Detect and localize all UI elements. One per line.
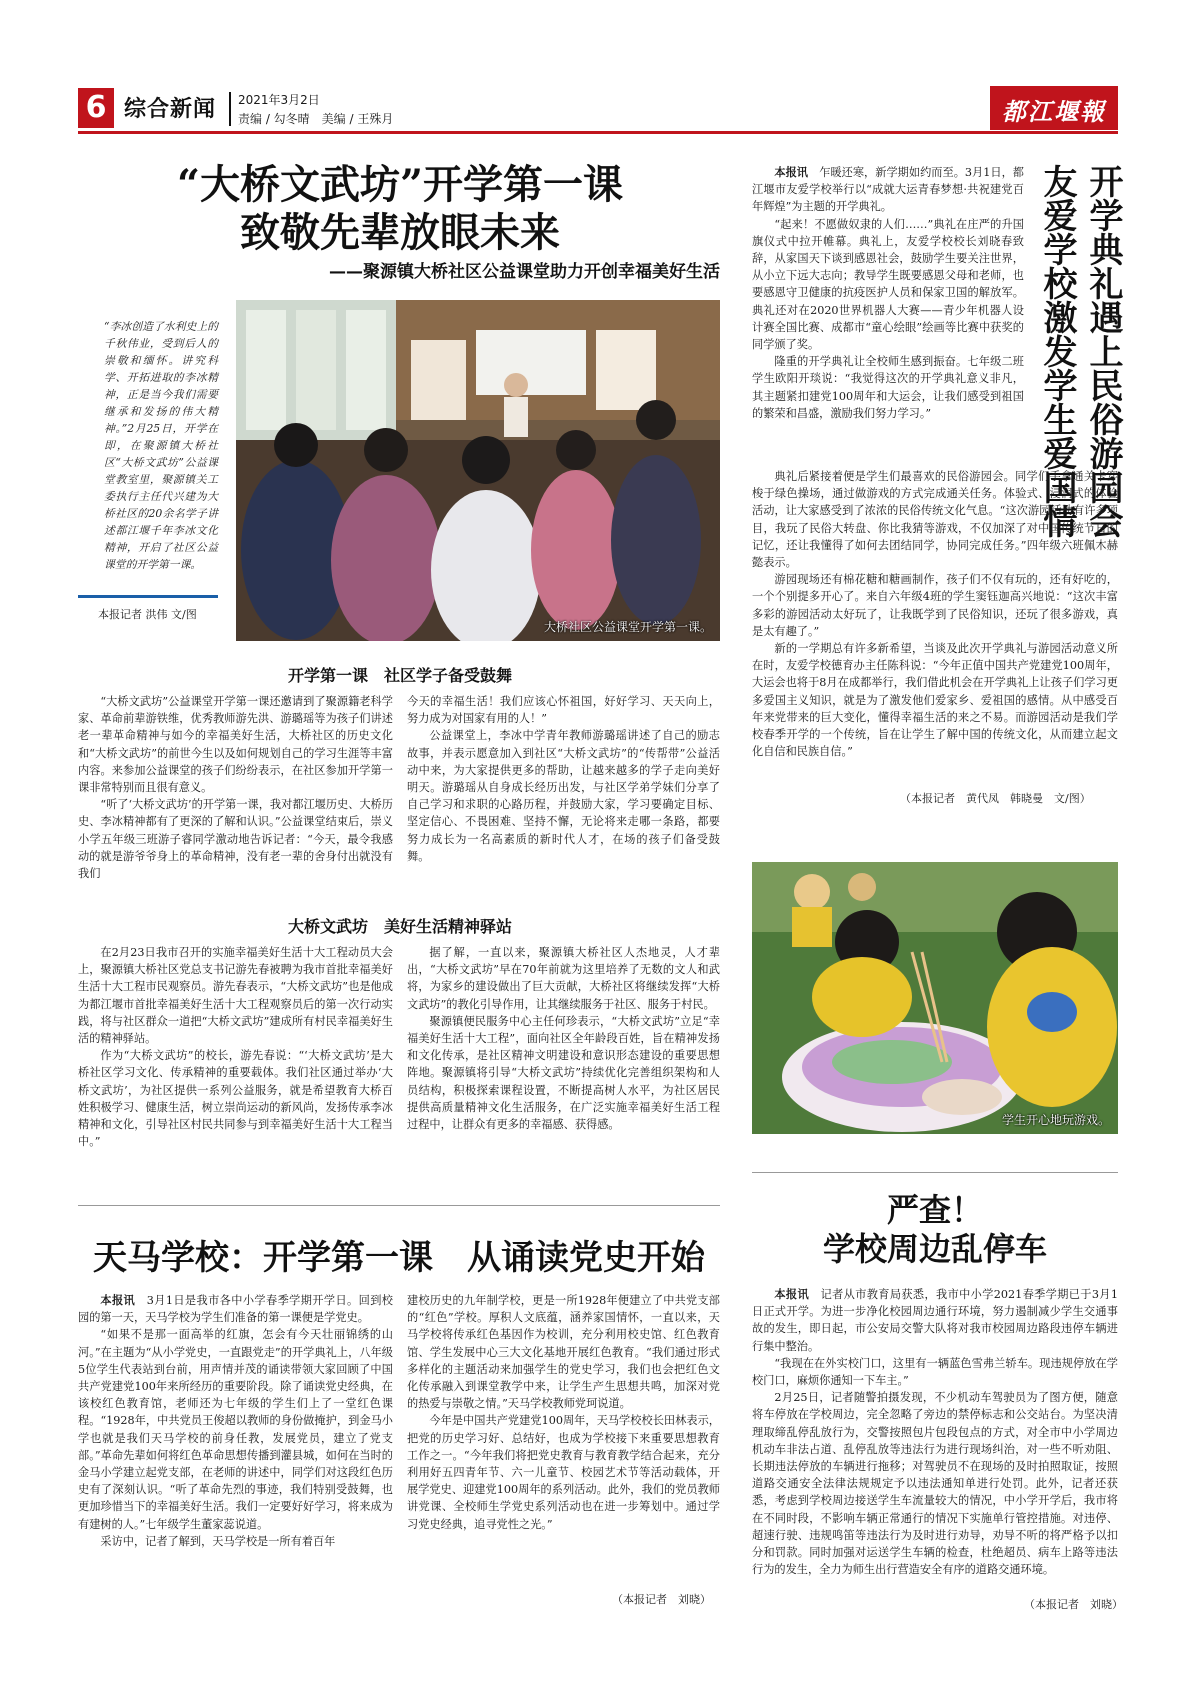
lead-text: 乍暖还寒，新学期如约而至。3月1日，都江堰市友爱学校举行以“成就大运青春梦想·共祝建党百年辉煌”为主题的开学典礼。 [752,166,1024,214]
paragraph [752,164,1024,216]
playground-photo-art [752,862,1118,1134]
paragraph: “我现在在外实校门口，这里有一辆蓝色雪弗兰轿车。现违规停放在学校门口，麻烦你通知一下车主。” [752,1356,1118,1388]
paragraph: 游园现场还有棉花糖和糖画制作，孩子们不仅有玩的，还有好吃的，一个个别提多开心了。来自六年级4班的学生窦钰迦高兴地说：“这次丰富多彩的游园活动太好玩了，让我既学到了民俗知识，还玩了很多游戏，真是太有趣了。” [752,573,1118,638]
paragraph: “起来！不愿做奴隶的人们……”典礼在庄严的升国旗仪式中拉开帷幕。典礼上，友爱学校校长刘晓春致辞，从家国天下谈到感恩社会，鼓励学生要关注世界，从小立下远大志向；教导学生既要感恩父母和老师，也要感恩守卫健康的抗疫医护人员和保家卫国的解放军。典礼还对在2020世界机器人大赛——青少年机器人设计赛全国比赛、成都市“童心绘眼”绘画等比赛中获奖的同学颁了奖。 [752,217,1024,352]
story1-section2-col2 [407,944,720,1133]
story1-section2-heading: 大桥文武坊 美好生活精神驿站 [287,917,512,936]
section-name: 综合新闻 [124,97,217,122]
paragraph: 据了解，一直以来，聚源镇大桥社区人杰地灵，人才辈出，“大桥文武坊”早在70年前就为这里培养了无数的文人和武将，为家乡的建设做出了巨大贡献，大桥社区将继续发挥“大桥文武坊”的教化引导作用，让其继续服务于社区、服务于村民。 [407,946,720,1011]
playground-photo [752,862,1118,1134]
paragraph: 采访中，记者了解到，天马学校是一所有着百年 [100,1534,336,1548]
story2-reporter: （本报记者 黄代凤 韩晓曼 文/图） [900,792,1091,805]
page-number-badge [78,88,114,128]
classroom-photo-caption: 大桥社区公益课堂开学第一课。 [543,620,712,634]
page-number: 6 [85,90,107,125]
classroom-photo [236,300,720,641]
story1-sidebar-text: “李冰创造了水利史上的千秋伟业，受到后人的崇敬和缅怀。讲究科学、开拓进取的李冰精神，正是当今我们需要继承和发扬的伟大精神。”2月25日，开学在即，在聚源镇大桥社区“大桥文武坊”公益课堂教室里，聚源镇关工委执行主任代兴建为大桥社区的20余名学子讲述都江堰千年李冰文化精神，开启了社区公益课堂的开学第一课。 [104,320,218,571]
playground-photo-caption: 学生开心地玩游戏。 [1001,1113,1110,1127]
sidebar-rule [78,595,218,598]
paragraph: 典礼后紧接着便是学生们最喜欢的民俗游园会。同学们手拿通关卡穿梭于绿色操场，通过做游戏的方式完成通关任务。体验式、浸润式的体验活动，让大家感受到了浓浓的民俗传统文化气息。“这次游园活动有许多项目，我玩了民俗大转盘、你比我猜等游戏，不仅加深了对中国传统节日的记忆，还让我懂得了如何去团结同学，协同完成任务。”四年级六班佩木赫懿表示。 [752,470,1118,570]
story-divider-left [78,1205,720,1206]
paragraph: 在2月23日我市召开的实施幸福美好生活十大工程动员大会上，聚源镇大桥社区党总支书记游先春被聘为我市首批幸福美好生活十大工程市民观察员。游先春表示，“大桥文武坊”也是他成为都江堰市首批幸福美好生活十大工程观察员后的第一次行动实践，将与社区群众一道把“大桥文武坊”建成所有村民幸福美好生活的精神驿站。 [78,946,393,1046]
story1-headline-line2: 致敬先辈放眼未来 [240,209,560,256]
story4-reporter: （本报记者 刘晓） [1024,1598,1123,1611]
paragraph [752,1286,1118,1355]
lead-label: 本报讯 [774,1287,810,1301]
lead-label: 本报讯 [774,165,809,179]
lead-text: 3月1日是我市各中小学春季学期开学日。回到校园的第一天，天马学校为学生们准备的第一课便是学党史。 [78,1294,393,1325]
lead-label: 本报讯 [100,1293,136,1307]
paragraph: 今年是中国共产党建党100周年，天马学校校长田林表示，把党的历史学习好、总结好，也成为学校接下来重要思想教育工作之一。“今年我们将把党史教育与教育教学结合起来，充分利用好五四青年节、六一儿童节、校园艺术节等活动载体，开展学党史、迎建党100周年的系列活动。此外，我们的党员教师讲党课、全校师生学党史系列活动也在进一步筹划中。通过学习党史经典，追寻党性之光。” [407,1414,720,1531]
paper-name: 都江堰報 [1002,97,1106,126]
story-divider-right [752,1172,1118,1173]
story4-headline-line2: 学校周边乱停车 [822,1230,1047,1268]
story1-section1-col2 [407,693,720,865]
story1-subtitle: ——聚源镇大桥社区公益课堂助力开创幸福美好生活 [329,262,720,282]
paragraph: 公益课堂上，李冰中学青年教师游璐瑶讲述了自己的励志故事，并表示愿意加入到社区“大桥文武坊”的“传帮带”公益活动中来，为大家提供更多的帮助，让越来越多的学子走向美好明天。游璐瑶从自身成长经历出发，与社区学弟学妹们分享了自己学习和求职的心路历程，并鼓励大家，学习要确定目标、坚定信心、不畏困难、坚持不懈，无论将来走哪一条路，都要努力成长为一名高素质的新时代人才，在场的孩子们备受鼓舞。 [407,729,720,863]
paragraph: 新的一学期总有许多新希望，当谈及此次开学典礼与游园活动意义所在时，友爱学校德育办主任陈科说：“今年正值中国共产党建党100周年，大运会也将于8月在成都举行，我们借此机会在开学典礼上让孩子们学习更多爱国主义知识，就是为了激发他们爱家乡、爱祖国的感情。从中感受百年来党带来的巨大变化，懂得幸福生活的来之不易。而游园活动是我们学校春季开学的一个传统，旨在让学生了解中国的传统文化，从而建立起文化自信和民族自信。” [752,642,1118,759]
paragraph: 今天的幸福生活！我们应该心怀祖国，好好学习、天天向上，努力成为对国家有用的人！” [407,695,720,726]
story1-section1-heading: 开学第一课 社区学子备受鼓舞 [287,666,512,685]
story2-headline-col1: 开学典礼遇上民俗游园会 [1083,164,1123,538]
story2-body-bottom [752,468,1118,760]
story1-section2-col1 [78,944,393,1150]
paragraph: 聚源镇便民服务中心主任何珍表示，“大桥文武坊”立足“幸福美好生活十大工程”，面向社区全年龄段百姓，旨在精神发扬和文化传承，是社区精神文明建设和意识形态建设的重要思想阵地。聚源镇将引导“大桥文武坊”持续优化完善组织架构和人员结构，积极探索课程设置，不断提高树人水平，为社区居民提供高质量精神文化生活服务，在广泛实施幸福美好生活工程过程中，让群众有更多的幸福感、获得感。 [407,1014,720,1132]
paper-name-block [990,86,1118,130]
story1-headline-line1: “大桥文武坊”开学第一课 [176,161,623,208]
story1-section1-col1 [78,693,393,882]
paragraph: “大桥文武坊”公益课堂开学第一课还邀请到了聚源籍老科学家、革命前辈游铁维，优秀教师游先洪、游璐瑶等为孩子们讲述老一辈革命精神与如今的幸福美好生活，大桥社区的历史文化和“大桥文武坊”的前世今生以及如何规划自己的学习生涯等丰富内容。来参加公益课堂的孩子们纷纷表示，在社区参加开学第一课非常特别而且很有意义。 [78,695,393,795]
story2-headline-col2: 友爱学校激发学生爱国情 [1037,164,1077,538]
editors-credit: 责编 / 勾冬晴 美编 / 王殊月 [238,112,394,126]
lead-text: 记者从市教育局获悉，我市中小学2021春季学期已于3月1日正式开学。为进一步净化校园周边通行环境，努力遏制减少学生交通事故的发生，即日起，市公安局交警大队将对我市校园周边路段违停车辆进行集中整治。 [752,1288,1118,1353]
paragraph: 作为“大桥文武坊”的校长，游先春说：“‘大桥文武坊’是大桥社区学习文化、传承精神的重要载体。我们社区通过举办‘大桥文武坊’，为社区提供一系列公益服务，就是希望教育大桥百姓积极学习、健康生活，树立崇尚运动的新风尚，发扬传承李冰精神和文化，引导社区村民共同参与到幸福美好生活十大工程当中。” [78,1049,393,1149]
paragraph: 2月25日，记者随警拍摄发现，不少机动车驾驶员为了图方便，随意将车停放在学校周边，完全忽略了旁边的禁停标志和公交站台。为坚决清理取缔乱停乱放行为，交警按照包片包段包点的方式，对全市中小学周边机动车非法占道、乱停乱放等违法行为进行现场纠治，对一些不听劝阻、长期违法停放的车辆进行拖移；对驾驶员不在现场的及时拍照取证，按照道路交通安全法律法规规定予以违法通知单进行处罚。此外，记者还获悉，考虑到学校周边接送学生车流量较大的情况，中小学开学后，我市将在不同时段，不影响车辆正常通行的情况下实施单行管控措施。对违停、超速行驶、违规鸣笛等违法行为及时进行劝导，劝导不听的将严格予以扣分和罚款。同时加强对运送学生车辆的检查，杜绝超员、病车上路等违法行为的发生，全力为师生出行营造安全有序的道路交通环境。 [752,1391,1118,1577]
story1-reporter: 本报记者 洪伟 文/图 [98,608,197,621]
story3-col1 [78,1292,393,1550]
paragraph: “听了‘大桥文武坊’的开学第一课，我对都江堰历史、大桥历史、李冰精神都有了更深的了解和认识。”公益课堂结束后，崇义小学五年级三班游子睿同学激动地告诉记者：“今天，最令我感动的就是游爷爷身上的革命精神，没有老一辈的舍身付出就没有我们 [78,798,393,881]
issue-date: 2021年3月2日 [238,93,320,107]
story3-headline: 天马学校：开学第一课 从诵读党史开始 [93,1238,705,1278]
paragraph [78,1292,393,1326]
story3-reporter: （本报记者 刘晓） [612,1593,711,1606]
story4-body [752,1286,1118,1578]
masthead-divider [229,92,231,126]
paragraph: 建校历史的九年制学校，更是一所1928年便建立了中共党支部的“红色”学校。厚积人文底蕴，涵养家国情怀，一直以来，天马学校将传承红色基因作为校训，充分利用校史馆、红色教育馆、学生发展中心三大文化基地开展红色教育。“我们通过形式多样化的主题活动来加强学生的党史学习，我们也会把红色文化传承融入到课堂教学中来，让学生产生思想共鸣，加深对党的热爱与崇敬之情。”天马学校教师党珂说道。 [407,1294,720,1411]
classroom-photo-art [236,300,720,641]
story3-col2 [407,1292,720,1533]
story4-headline-line1: 严查！ [886,1191,983,1229]
paragraph: “如果不是那一面高举的红旗，怎会有今天壮丽锦绣的山河。”在主题为“从小学党史，一直跟党走”的开学典礼上，八年级5位学生代表站到台前，用声情并茂的诵读带领大家回顾了中国共产党建党100年来所经历的重要阶段。除了诵读党史经典，在该校红色教育馆，老师还为七年级的学生们上了一堂红色课程。“1928年，中共党员王俊超以教师的身份做掩护，到金马小学也就是我们天马学校的前身任教，发展党员，建立了党支部。”革命先辈如何将红色革命思想传播到灌县城，如何在当时的金马小学建立起党支部，在老师的讲述中，同学们对这段红色历史有了深刻认识。“听了革命先烈的事迹，我们特别受鼓舞，也更加珍惜当下的幸福美好生活。我们一定要好好学习，将来成为有建树的人。”七年级学生董家蕊说道。 [78,1328,393,1531]
masthead-rule [78,131,1118,134]
paragraph: 隆重的开学典礼让全校师生感到振奋。七年级二班学生欧阳开琰说：“我觉得这次的开学典礼意义非凡，其主题紧扣建党100周年和大运会，让我们感受到祖国的繁荣和昌盛，激励我们努力学习。” [752,355,1024,420]
story2-body-top [752,164,1024,422]
